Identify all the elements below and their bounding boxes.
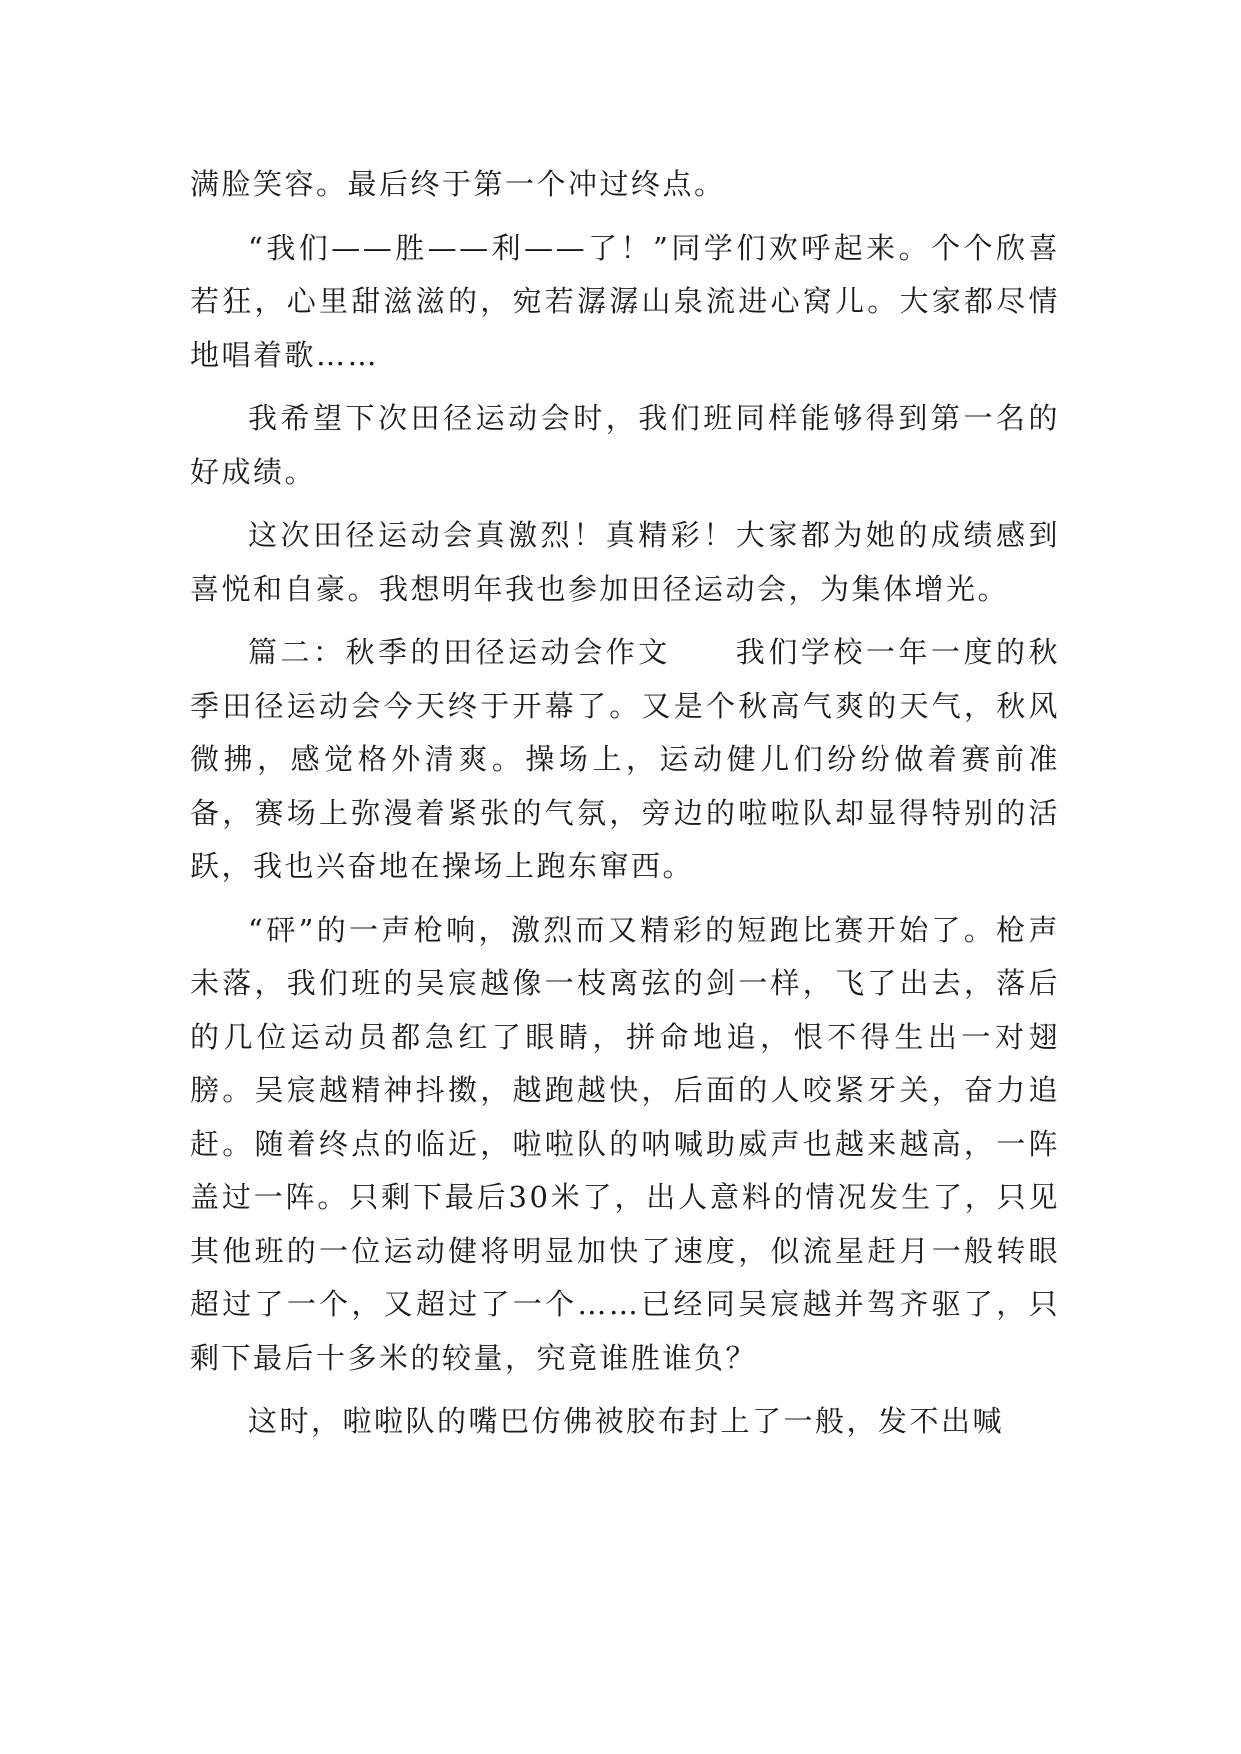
paragraph-hope-next-time: 我希望下次田径运动会时，我们班同样能够得到第一名的好成绩。	[190, 401, 1060, 489]
paragraph-cheerleaders-silent: 这时，啦啦队的嘴巴仿佛被胶布封上了一般，发不出喊	[248, 1404, 1005, 1438]
essay-body	[190, 158, 1060, 1459]
paragraph-sprint-race: “砰”的一声枪响，激烈而又精彩的短跑比赛开始了。枪声未落，我们班的吴宸越像一枝离弦的剑一样，飞了出去，落后的几位运动员都急红了眼睛，拼命地追，恨不得生出一对翅膀。吴宸越精神抖擞，越跑越快，后面的人咬紧牙关，奋力追赶。随着终点的临近，啦啦队的呐喊助威声也越来越高，一阵盖过一阵。只剩下最后30米了，出人意料的情况发生了，只见其他班的一位运动健将明显加快了速度，似流星赶月一般转眼超过了一个，又超过了一个……已经同吴宸越并驾齐驱了，只剩下最后十多米的较量，究竟谁胜谁负？	[190, 912, 1060, 1375]
paragraph-essay-two-intro: 篇二：秋季的田径运动会作文 我们学校一年一度的秋季田径运动会今天终于开幕了。又是个秋高气爽的天气，秋风微拂，感觉格外清爽。操场上，运动健儿们纷纷做着赛前准备，赛场上弥漫着紧张的气氛，旁边的啦啦队却显得特别的活跃，我也兴奋地在操场上跑东窜西。	[190, 635, 1060, 883]
paragraph-victory-cheer: “我们——胜——利——了！”同学们欢呼起来。个个欣喜若狂，心里甜滋滋的，宛若潺潺山泉流进心窝儿。大家都尽情地唱着歌……	[190, 230, 1060, 372]
paragraph-continued-ending: 满脸笑容。最后终于第一个冲过终点。	[190, 167, 726, 201]
paragraph-exciting-meet: 这次田径运动会真激烈！真精彩！大家都为她的成绩感到喜悦和自豪。我想明年我也参加田径运动会，为集体增光。	[190, 518, 1060, 606]
